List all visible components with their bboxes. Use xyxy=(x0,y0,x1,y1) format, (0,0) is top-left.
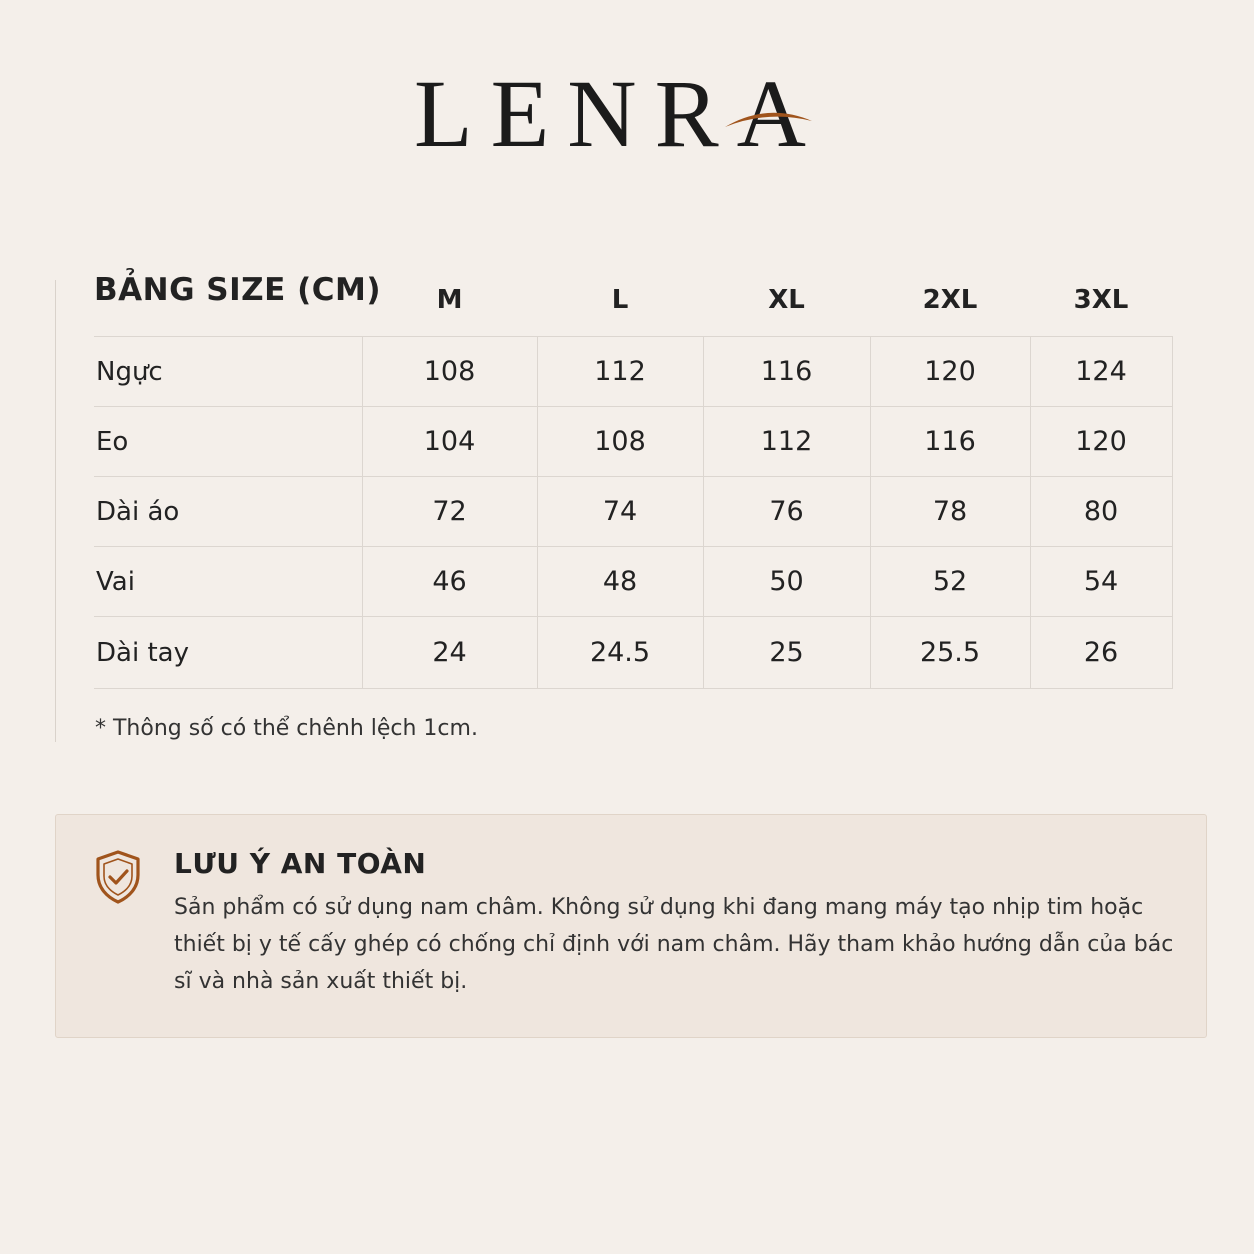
table-cell: 25 xyxy=(703,617,870,689)
table-cell: 120 xyxy=(1030,407,1172,477)
table-cell: 50 xyxy=(703,547,870,617)
table-cell: 108 xyxy=(362,337,537,407)
table-cell: 74 xyxy=(537,477,703,547)
row-label: Dài áo xyxy=(94,477,362,547)
table-cell: 46 xyxy=(362,547,537,617)
table-cell: 25.5 xyxy=(870,617,1030,689)
table-cell: 104 xyxy=(362,407,537,477)
column-header-xl: XL xyxy=(768,285,805,315)
table-cell: 52 xyxy=(870,547,1030,617)
table-cell: 24 xyxy=(362,617,537,689)
column-header-3xl: 3XL xyxy=(1073,285,1129,315)
size-table xyxy=(94,336,1173,689)
table-cell: 72 xyxy=(362,477,537,547)
table-cell: 76 xyxy=(703,477,870,547)
table-cell: 108 xyxy=(537,407,703,477)
safety-notice-body: Sản phẩm có sử dụng nam châm. Không sử dụng khi đang mang máy tạo nhịp tim hoặc thiết bị y tế cấy ghép có chống chỉ định với nam châm. Hãy tham khảo hướng dẫn của bác sĩ và nhà sản xuất thiết bị. xyxy=(174,895,1174,994)
size-table-title: BẢNG SIZE (CM) xyxy=(94,272,382,308)
size-footnote: * Thông số có thể chênh lệch 1cm. xyxy=(95,716,478,741)
column-header-2xl: 2XL xyxy=(922,285,978,315)
safety-notice-title: LƯU Ý AN TOÀN xyxy=(174,847,427,880)
section-divider xyxy=(55,280,56,742)
table-cell: 116 xyxy=(870,407,1030,477)
table-cell: 116 xyxy=(703,337,870,407)
brand-logo xyxy=(0,58,1254,168)
table-row xyxy=(94,547,1172,617)
row-label: Eo xyxy=(94,407,362,477)
shield-check-icon xyxy=(94,849,142,905)
table-cell: 26 xyxy=(1030,617,1172,689)
table-cell: 124 xyxy=(1030,337,1172,407)
table-cell: 112 xyxy=(703,407,870,477)
brand-name: LENRA xyxy=(414,60,824,167)
table-row xyxy=(94,337,1172,407)
table-cell: 78 xyxy=(870,477,1030,547)
safety-notice-box xyxy=(55,814,1207,1038)
table-row xyxy=(94,617,1172,689)
lenra-wordmark xyxy=(407,58,847,168)
column-header-l: L xyxy=(611,285,629,315)
table-cell: 54 xyxy=(1030,547,1172,617)
row-label: Vai xyxy=(94,547,362,617)
table-row xyxy=(94,477,1172,547)
table-cell: 80 xyxy=(1030,477,1172,547)
table-cell: 24.5 xyxy=(537,617,703,689)
table-cell: 120 xyxy=(870,337,1030,407)
row-label: Ngực xyxy=(94,337,362,407)
table-cell: 112 xyxy=(537,337,703,407)
table-cell: 48 xyxy=(537,547,703,617)
column-header-m: M xyxy=(436,285,463,315)
table-row xyxy=(94,407,1172,477)
row-label: Dài tay xyxy=(94,617,362,689)
